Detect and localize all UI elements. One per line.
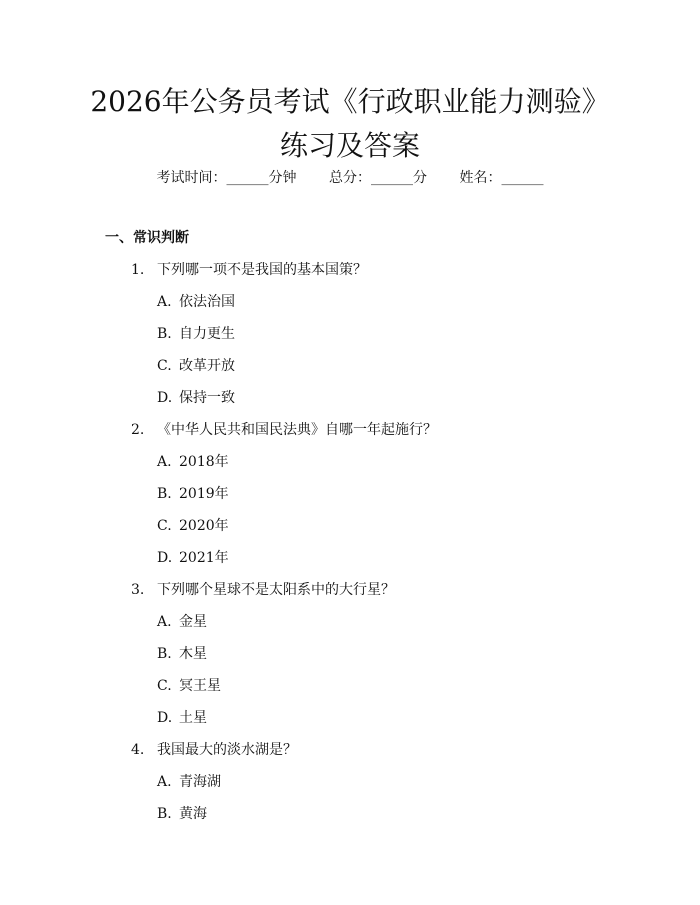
option-text: 土星	[179, 710, 207, 726]
option-3a	[157, 612, 207, 632]
option-4a	[157, 772, 221, 792]
option-text: 自力更生	[179, 326, 235, 342]
option-letter: C.	[157, 518, 172, 534]
question-text: 《中华人民共和国民法典》自哪一年起施行？	[157, 422, 437, 438]
question-number: 3.	[131, 582, 145, 598]
option-letter: B.	[157, 806, 172, 822]
section-heading: 一、常识判断	[105, 230, 189, 246]
exam-info-line	[0, 168, 700, 188]
total-score-blank: ______	[371, 170, 413, 186]
question-4	[131, 740, 297, 760]
total-score-unit: 分	[413, 170, 427, 186]
page-title: 2026年公务员考试《行政职业能力测验》练习及答案	[90, 85, 610, 162]
option-letter: A.	[157, 774, 172, 790]
question-1	[131, 260, 367, 280]
option-text: 2018年	[179, 454, 229, 470]
question-number: 2.	[131, 422, 145, 438]
question-text: 下列哪一项不是我国的基本国策？	[157, 262, 367, 278]
question-number: 4.	[131, 742, 145, 758]
option-text: 2019年	[179, 486, 229, 502]
candidate-name-label: 姓名：	[459, 170, 502, 186]
option-text: 改革开放	[179, 358, 235, 374]
option-letter: D.	[157, 550, 173, 566]
option-letter: A.	[157, 294, 172, 310]
question-text: 我国最大的淡水湖是？	[157, 742, 297, 758]
question-text: 下列哪个星球不是太阳系中的大行星？	[157, 582, 395, 598]
option-text: 木星	[179, 646, 207, 662]
total-score-label: 总分：	[329, 170, 371, 186]
option-letter: B.	[157, 646, 172, 662]
exam-time-blank: ______	[226, 170, 269, 186]
option-1a	[157, 292, 235, 312]
option-2b	[157, 484, 229, 504]
option-letter: D.	[157, 390, 173, 406]
option-text: 依法治国	[179, 294, 235, 310]
option-text: 保持一致	[179, 390, 235, 406]
option-2c	[157, 516, 229, 536]
question-3	[131, 580, 395, 600]
option-4b	[157, 804, 207, 824]
option-text: 2021年	[179, 550, 229, 566]
question-number: 1.	[131, 262, 145, 278]
total-score	[329, 168, 427, 188]
option-3d	[157, 708, 207, 728]
option-1b	[157, 324, 235, 344]
question-2	[131, 420, 437, 440]
option-text: 青海湖	[179, 774, 221, 790]
option-2d	[157, 548, 229, 568]
option-letter: C.	[157, 358, 172, 374]
option-1d	[157, 388, 235, 408]
option-text: 2020年	[179, 518, 229, 534]
option-letter: A.	[157, 454, 172, 470]
option-text: 冥王星	[179, 678, 221, 694]
option-3c	[157, 676, 221, 696]
option-letter: C.	[157, 678, 172, 694]
option-letter: D.	[157, 710, 173, 726]
option-letter: B.	[157, 486, 172, 502]
exam-time-label: 考试时间：	[156, 170, 227, 186]
exam-time	[157, 168, 297, 188]
option-2a	[157, 452, 229, 472]
option-text: 金星	[179, 614, 207, 630]
option-letter: A.	[157, 614, 172, 630]
candidate-name	[459, 168, 543, 188]
candidate-name-blank: ______	[501, 170, 544, 186]
option-3b	[157, 644, 207, 664]
option-text: 黄海	[179, 806, 207, 822]
option-1c	[157, 356, 235, 376]
option-letter: B.	[157, 326, 172, 342]
exam-time-unit: 分钟	[268, 170, 297, 186]
